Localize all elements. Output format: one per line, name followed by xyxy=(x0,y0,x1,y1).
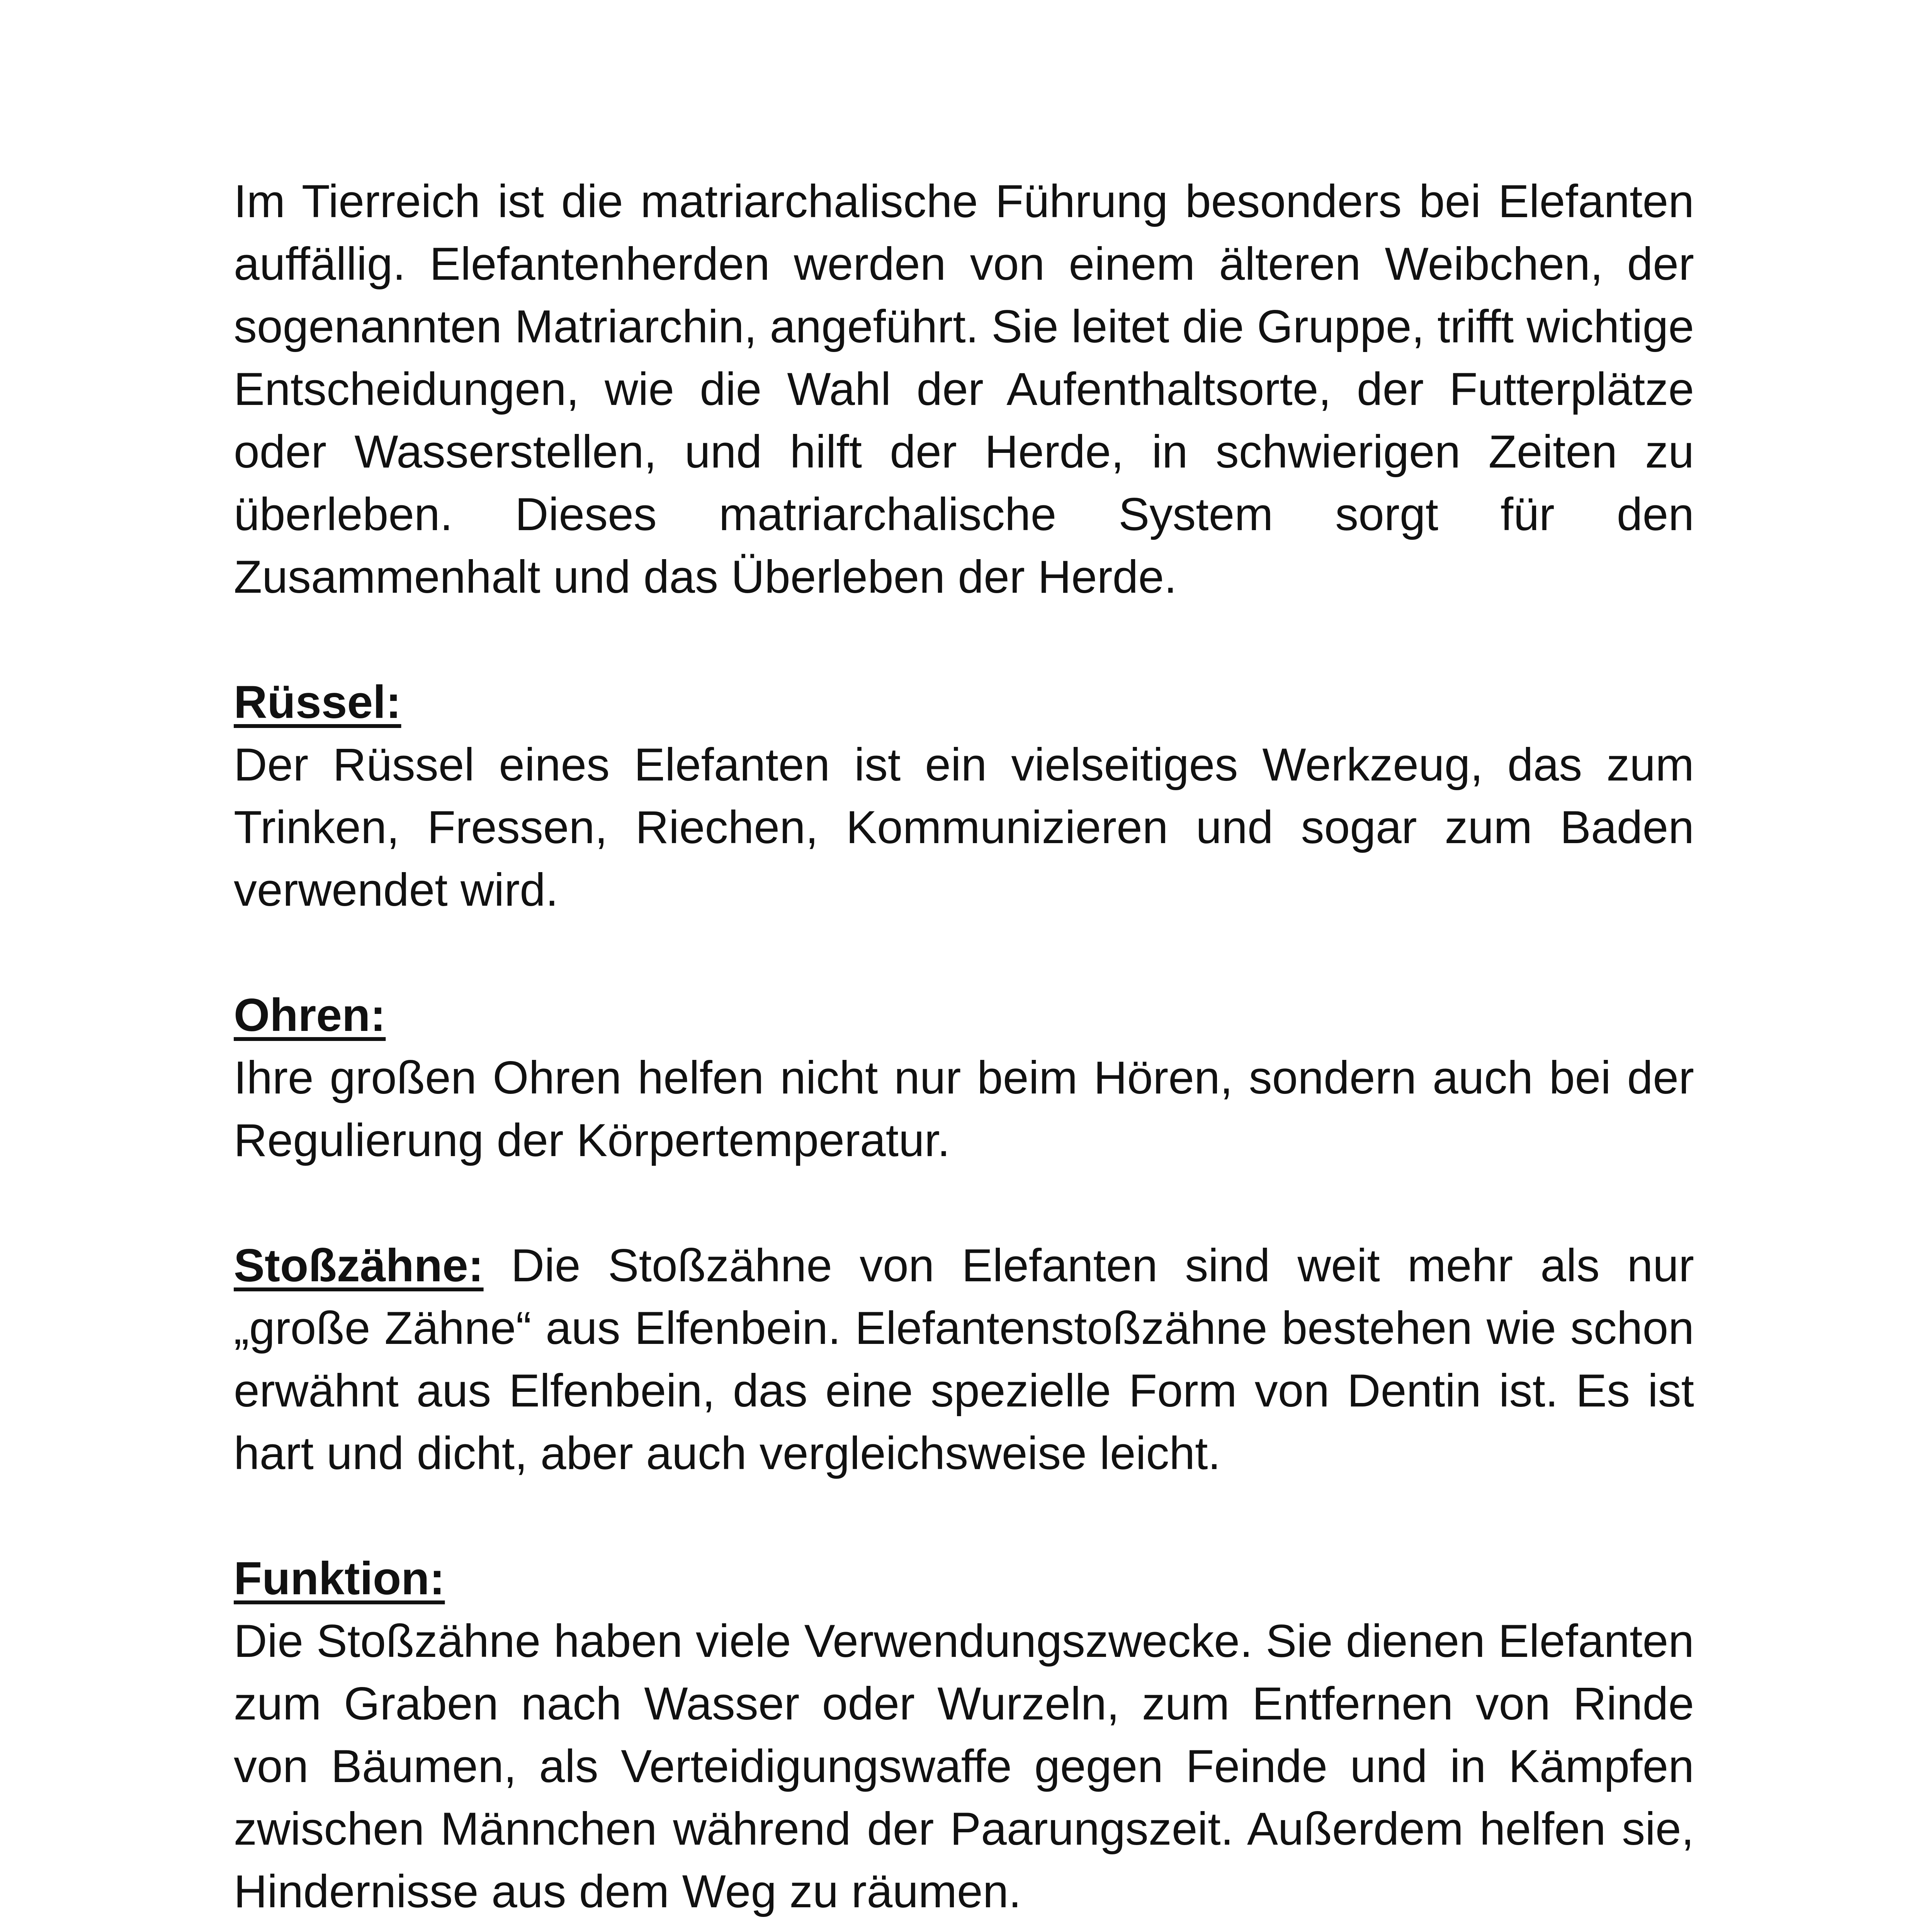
paragraph-stosszaehne xyxy=(234,1234,1694,1485)
heading-stosszaehne: Stoßzähne: xyxy=(234,1240,484,1291)
heading-funktion: Funktion: xyxy=(234,1553,445,1604)
paragraph-ohren: Ihre großen Ohren helfen nicht nur beim Hören, sondern auch bei der Regulierung der Körpertemperatur. xyxy=(234,1052,1694,1166)
section-ohren xyxy=(234,984,1694,1172)
section-stosszaehne xyxy=(234,1234,1694,1485)
text-stosszaehne: Die Stoßzähne von Elefanten sind weit mehr als nur „große Zähne“ aus Elfenbein. Elefantenstoßzähne bestehen wie schon erwähnt aus Elfenbein, das eine spezielle Form von Dentin ist. Es ist hart und dicht, aber auch vergleichsweise leicht. xyxy=(234,1240,1694,1479)
page-content xyxy=(234,170,1694,1932)
section-ruessel xyxy=(234,671,1694,921)
heading-ruessel: Rüssel: xyxy=(234,676,401,728)
paragraph-funktion: Die Stoßzähne haben viele Verwendungszwecke. Sie dienen Elefanten zum Graben nach Wasser oder Wurzeln, zum Entfernen von Rinde von Bäumen, als Verteidigungswaffe gegen Feinde und in Kämpfen zwischen Männchen während der Paarungszeit. Außerdem helfen sie, Hindernisse aus dem Weg zu räumen. xyxy=(234,1615,1694,1917)
intro-paragraph: Im Tierreich ist die matriarchalische Führung besonders bei Elefanten auffällig. Elefantenherden werden von einem älteren Weibchen, der sogenannten Matriarchin, angeführt. Sie leitet die Gruppe, trifft wichtige Entscheidungen, wie die Wahl der Aufenthaltsorte, der Futterplätze oder Wasserstellen, und hilft der Herde, in schwierigen Zeiten zu überleben. Dieses matriarchalische System sorgt für den Zusammenhalt und das Überleben der Herde. xyxy=(234,175,1694,603)
heading-ohren: Ohren: xyxy=(234,989,386,1041)
paragraph-ruessel: Der Rüssel eines Elefanten ist ein vielseitiges Werkzeug, das zum Trinken, Fressen, Riechen, Kommunizieren und sogar zum Baden verwendet wird. xyxy=(234,739,1694,916)
section-funktion xyxy=(234,1547,1694,1923)
